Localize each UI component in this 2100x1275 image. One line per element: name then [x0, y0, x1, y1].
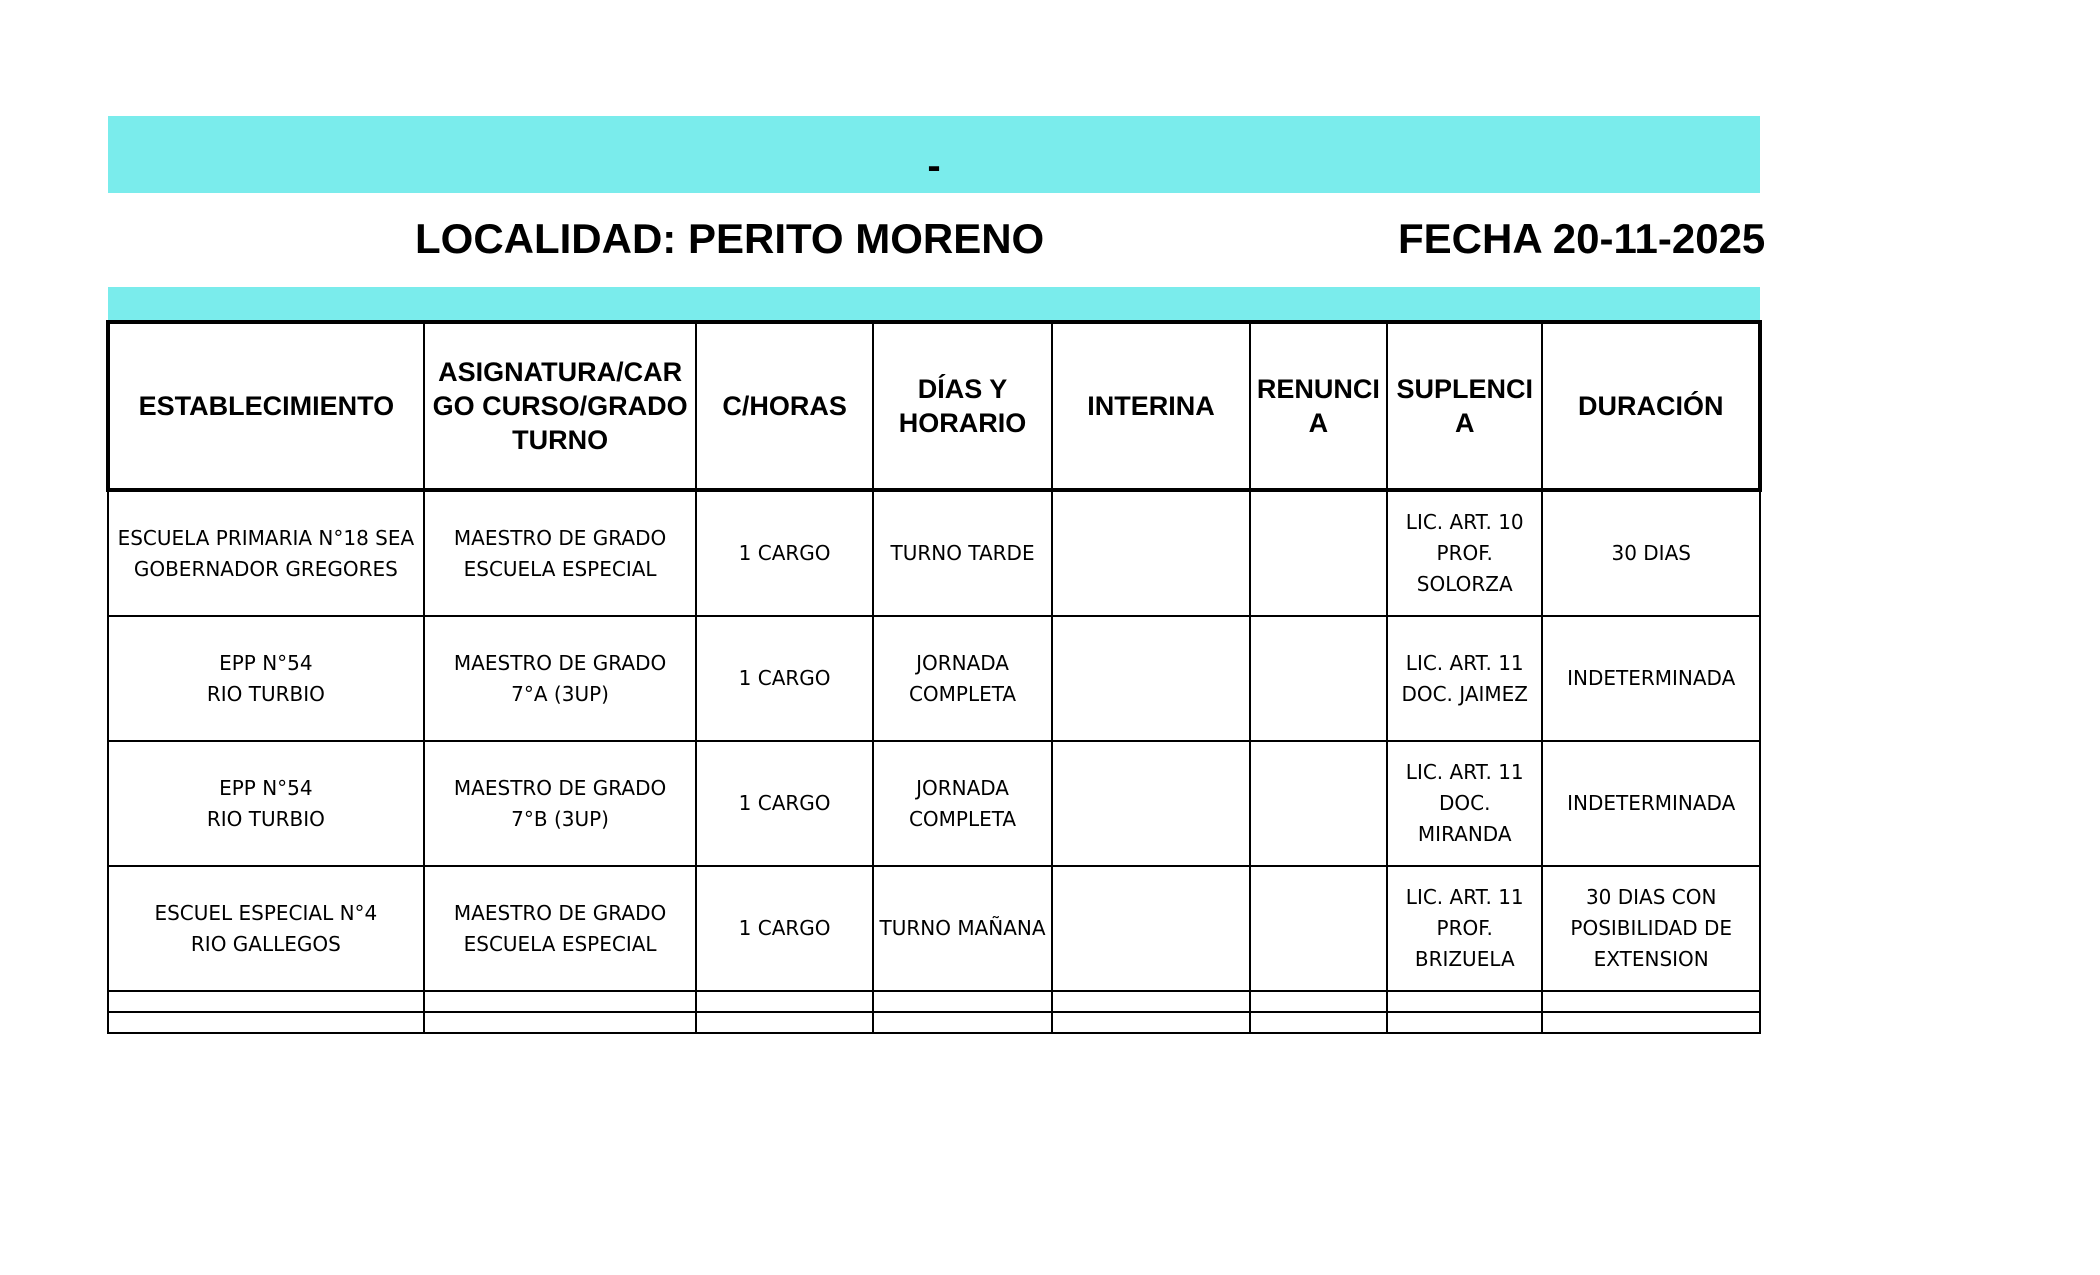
cell-line: SOLORZA	[1416, 572, 1513, 596]
table-row	[108, 866, 1760, 991]
column-header-interina: INTERINA	[1052, 322, 1249, 490]
cell-suplencia	[1387, 490, 1542, 616]
cell-horas: 1 CARGO	[696, 490, 872, 616]
column-header-duracion: DURACIÓN	[1542, 322, 1760, 490]
cell-dias	[873, 616, 1052, 741]
cell-line: POSIBILIDAD DE	[1570, 916, 1732, 940]
cell-line: MAESTRO DE GRADO	[453, 775, 667, 800]
column-header-suplencia: SUPLENCIA	[1387, 322, 1542, 490]
cell-line: LIC. ART. 11	[1405, 650, 1524, 675]
header-band-bottom	[108, 287, 1760, 320]
cell-line: 7°B (3UP)	[511, 806, 609, 831]
cell-horas: 1 CARGO	[696, 741, 872, 866]
cell-duracion	[1542, 490, 1760, 616]
cell-line: ESCUELA PRIMARIA N°18 SEA	[117, 525, 415, 550]
cell-suplencia	[1387, 866, 1542, 991]
cell-line: EPP N°54	[219, 775, 313, 800]
cell-line: PROF.	[1436, 916, 1493, 940]
cell-line: RIO GALLEGOS	[190, 931, 341, 956]
cell-line: ESCUEL ESPECIAL N°4	[154, 900, 378, 925]
cell-line: MAESTRO DE GRADO	[453, 525, 667, 550]
cell-suplencia	[1387, 616, 1542, 741]
table-header-row	[108, 322, 1760, 490]
cell-line: LIC. ART. 11	[1405, 885, 1524, 909]
column-header-horas: C/HORAS	[696, 322, 872, 490]
cell-establecimiento	[108, 741, 424, 866]
cell-interina	[1052, 490, 1249, 616]
cell-line: LIC. ART. 10	[1405, 510, 1524, 534]
cell-line: DOC.	[1439, 791, 1491, 815]
cell-line: EXTENSION	[1593, 947, 1709, 971]
cell-line: LIC. ART. 11	[1405, 760, 1524, 784]
cell-dias	[873, 490, 1052, 616]
cell-renuncia	[1250, 616, 1387, 741]
cell-line: INDETERMINADA	[1567, 791, 1736, 815]
cell-asignatura	[424, 490, 697, 616]
localidad-title: LOCALIDAD: PERITO MORENO	[415, 215, 1045, 262]
cell-line: 30 DIAS CON	[1585, 885, 1717, 909]
cell-asignatura	[424, 866, 697, 991]
cell-asignatura	[424, 616, 697, 741]
cell-interina	[1052, 741, 1249, 866]
cell-asignatura	[424, 741, 697, 866]
cell-horas: 1 CARGO	[696, 866, 872, 991]
cell-line: RIO TURBIO	[206, 681, 325, 706]
cell-interina	[1052, 616, 1249, 741]
table-row	[108, 490, 1760, 616]
table-row	[108, 741, 1760, 866]
cell-line: EPP N°54	[219, 650, 313, 675]
header-band-top	[108, 116, 1760, 193]
cell-line: GOBERNADOR GREGORES	[133, 556, 398, 581]
header-dash: -	[927, 144, 941, 188]
cell-line: PROF.	[1436, 541, 1493, 565]
column-header-renuncia: RENUNCIA	[1250, 322, 1387, 490]
cell-renuncia	[1250, 741, 1387, 866]
column-header-asignatura: ASIGNATURA/CARGO CURSO/GRADO TURNO	[424, 322, 697, 490]
cell-line: 30 DIAS	[1611, 541, 1691, 565]
cell-line: TURNO TARDE	[890, 541, 1035, 565]
cell-line: DOC. JAIMEZ	[1401, 681, 1528, 706]
cell-line: BRIZUELA	[1414, 947, 1515, 971]
cell-line: MAESTRO DE GRADO	[453, 650, 667, 675]
cell-line: 7°A (3UP)	[511, 681, 609, 706]
cell-renuncia	[1250, 490, 1387, 616]
cell-line: INDETERMINADA	[1567, 666, 1736, 690]
cell-line: JORNADA	[916, 650, 1009, 675]
cell-line: JORNADA	[916, 775, 1009, 800]
cell-establecimiento	[108, 866, 424, 991]
cell-duracion	[1542, 616, 1760, 741]
cell-line: ESCUELA ESPECIAL	[463, 931, 657, 956]
cell-line: TURNO MAÑANA	[879, 916, 1046, 940]
cell-line: MAESTRO DE GRADO	[453, 900, 667, 925]
cell-establecimiento	[108, 490, 424, 616]
cell-line: COMPLETA	[908, 681, 1017, 706]
cell-line: ESCUELA ESPECIAL	[463, 556, 657, 581]
empty-row	[108, 991, 1760, 1012]
table-row	[108, 616, 1760, 741]
cell-interina	[1052, 866, 1249, 991]
cell-dias	[873, 866, 1052, 991]
vacancy-table	[106, 320, 1762, 1034]
cell-duracion	[1542, 866, 1760, 991]
cell-horas: 1 CARGO	[696, 616, 872, 741]
column-header-establecimiento: ESTABLECIMIENTO	[108, 322, 424, 490]
cell-line: RIO TURBIO	[206, 806, 325, 831]
cell-line: COMPLETA	[908, 806, 1017, 831]
cell-establecimiento	[108, 616, 424, 741]
cell-duracion	[1542, 741, 1760, 866]
cell-dias	[873, 741, 1052, 866]
cell-renuncia	[1250, 866, 1387, 991]
empty-row	[108, 1012, 1760, 1033]
cell-line: MIRANDA	[1417, 822, 1512, 846]
cell-suplencia	[1387, 741, 1542, 866]
column-header-dias: DÍAS Y HORARIO	[873, 322, 1052, 490]
table-body	[108, 490, 1760, 1033]
fecha-title: FECHA 20-11-2025	[1398, 215, 1766, 262]
